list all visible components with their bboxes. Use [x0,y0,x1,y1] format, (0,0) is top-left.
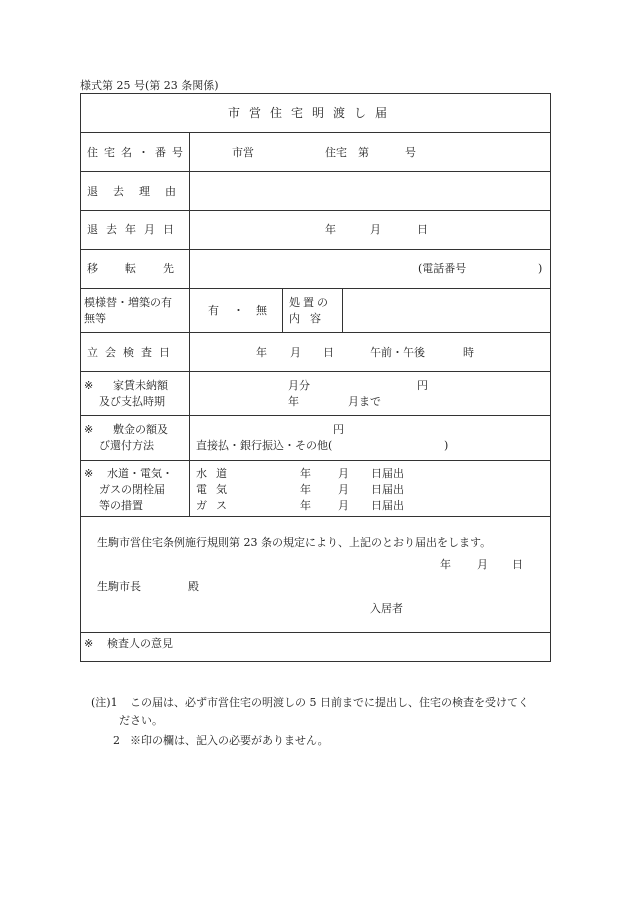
inspection-label: 立会検査日 [87,346,177,359]
utility-water-status: 日届出 [371,467,404,480]
row-divider [80,371,551,372]
modification-label-2: 無等 [84,312,106,325]
row-divider [80,516,551,517]
declaration-text: 生駒市営住宅条例施行規則第 23 条の規定により、上記のとおり届出をします。 [97,536,492,549]
disposal-label-2: 内容 [289,312,331,325]
inspection-month: 月 [290,346,301,359]
rent-label-2: 及び支払時期 [99,395,165,408]
row-divider [80,249,551,250]
utility-water-month: 月 [338,467,349,480]
housing-city: 市営 [232,146,254,159]
date-month: 月 [370,223,381,236]
utilities-mark: ※ [84,467,94,480]
utilities-label-1: 水道・電気・ [107,467,173,480]
note-2-label: 2 [113,734,120,747]
mayor-dono: 殿 [188,580,199,593]
form-table [80,93,551,662]
housing-name: 住宅 [325,146,347,159]
row-divider [80,332,551,333]
form-title: 市営住宅明渡し届 [228,106,397,120]
disposal-label-1: 処置の [289,296,331,309]
row-divider [80,632,551,633]
utility-water-name: 水道 [196,467,236,480]
rent-mark: ※ [84,379,94,392]
rent-month-portion: 月分 [288,379,310,392]
form-number: 様式第 25 号(第 23 条関係) [80,79,219,92]
utilities-label-2: ガスの閉栓届 [99,483,165,496]
row-divider [80,415,551,416]
utility-electric-year: 年 [300,483,311,496]
cell-divider [342,288,343,332]
row-divider [80,288,551,289]
inspection-ampm: 午前・午後 [370,346,425,359]
modification-no: 無 [256,304,267,317]
note-2-text: ※印の欄は、記入の必要がありません。 [130,734,329,747]
date-day: 日 [417,223,428,236]
row-divider [80,132,551,133]
housing-label: 住宅名・番号 [87,146,189,159]
phone-close: ) [538,262,543,275]
deposit-mark: ※ [84,423,94,436]
date-year: 年 [325,223,336,236]
date-label: 退去年月日 [87,223,182,236]
declaration-month: 月 [477,558,488,571]
resident-label: 入居者 [370,602,403,615]
deposit-method-close: ) [444,439,449,452]
utility-water-year: 年 [300,467,311,480]
deposit-label-2: び還付方法 [99,439,154,452]
utility-gas-year: 年 [300,499,311,512]
utilities-label-3: 等の措置 [99,499,143,512]
phone-open: (電話番号 [418,262,467,275]
note-1-line-1: この届は、必ず市営住宅の明渡しの 5 日前までに提出し、住宅の検査を受けてく [130,696,529,709]
modification-label-1: 模様替・増築の有 [84,296,172,309]
row-divider [80,460,551,461]
utility-electric-status: 日届出 [371,483,404,496]
deposit-method: 直接払・銀行振込・その他( [196,439,333,452]
note-1-line-2: ださい。 [119,714,163,727]
housing-go: 号 [405,146,416,159]
note-1-label: (注)1 [91,696,118,709]
row-divider [80,210,551,211]
utility-gas-name: ガス [196,499,236,512]
utility-gas-month: 月 [338,499,349,512]
inspector-mark: ※ [84,637,94,650]
rent-yen: 円 [417,379,428,392]
declaration-year: 年 [440,558,451,571]
inspection-year: 年 [256,346,267,359]
inspection-hour: 時 [463,346,474,359]
deposit-label-1: 敷金の額及 [113,423,168,436]
mayor-label: 生駒市長 [97,580,141,593]
rent-year: 年 [288,395,299,408]
utility-electric-month: 月 [338,483,349,496]
inspection-day: 日 [323,346,334,359]
rent-label-1: 家賃未納額 [113,379,168,392]
modification-yes: 有 [208,304,219,317]
housing-dai: 第 [358,146,369,159]
declaration-day: 日 [512,558,523,571]
deposit-yen: 円 [333,423,344,436]
utility-electric-name: 電気 [196,483,236,496]
cell-divider [282,288,283,332]
row-divider [80,171,551,172]
inspector-label: 検査人の意見 [107,637,173,650]
utility-gas-status: 日届出 [371,499,404,512]
new-address-label: 移転先 [87,262,201,275]
reason-label: 退去理由 [87,185,191,198]
modification-dot: ・ [233,304,244,317]
rent-until: 月まで [348,395,381,408]
